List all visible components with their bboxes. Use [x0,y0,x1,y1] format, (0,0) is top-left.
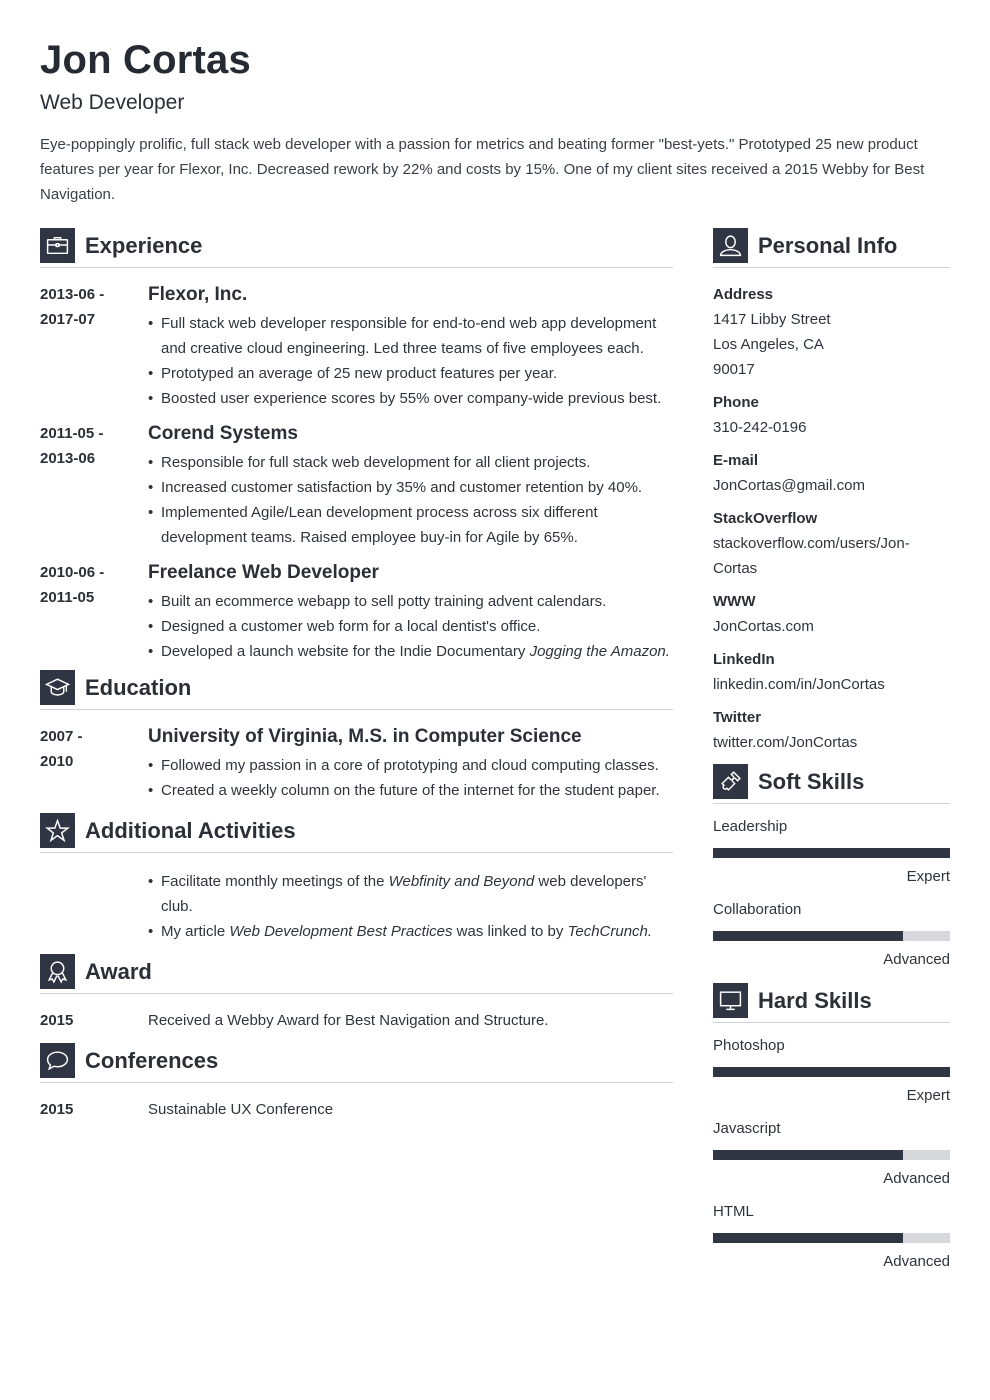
skill-name: Collaboration [713,901,802,918]
www-block [713,589,950,639]
skill-item [713,814,950,889]
award-text: Received a Webby Award for Best Navigation and Structure. [148,1012,549,1029]
candidate-role: Web Developer [40,91,185,114]
conference-entry [40,1097,673,1122]
experience-entry [40,421,673,550]
puzzle-icon [713,764,748,799]
phone-block [713,390,950,440]
candidate-name: Jon Cortas [40,38,251,82]
bullet-list [148,450,673,550]
personal-info-header [713,228,950,268]
skill-name: Javascript [713,1120,781,1137]
bullet-italic-text: Web Development Best Practices [229,923,453,940]
www-value: JonCortas.com [713,618,814,635]
date-end: 2017-07 [40,311,96,328]
entry-body [148,1008,673,1033]
bullet-item: • Boosted user experience scores by 55% over company-wide previous best. [148,386,673,411]
skill-item [713,1033,950,1108]
skill-bar-fill [713,848,950,858]
entry-date [40,869,148,944]
activities-entry [40,869,673,944]
experience-title: Experience [85,233,203,258]
email-block [713,448,950,498]
skill-bar [713,1233,950,1243]
soft-skills-title: Soft Skills [758,769,865,794]
activities-header [40,813,673,853]
skill-level: Advanced [883,1253,950,1270]
bullet-item [148,919,673,944]
skill-level: Expert [906,1087,950,1104]
conferences-header [40,1043,673,1083]
soft-skills-header [713,764,950,804]
bullet-list [148,311,673,411]
entry-date [40,421,148,550]
left-column [40,228,673,1132]
bullet-italic-text: Webfinity and Beyond [388,873,535,890]
bullet-item: • Responsible for full stack web development for all client projects. [148,450,673,475]
www-label: WWW [713,593,756,610]
personal-info-title: Personal Info [758,233,898,258]
skill-bar [713,1067,950,1077]
address-label: Address [713,286,774,303]
bullet-item: • Prototyped an average of 25 new product features per year. [148,361,673,386]
skill-level: Expert [906,868,950,885]
degree-name: University of Virginia, M.S. in Computer Science [148,726,582,747]
bullet-text: web developers' club. [161,873,647,915]
entry-date [40,560,148,664]
skill-name: Leadership [713,818,788,835]
company-name: Freelance Web Developer [148,562,379,583]
date-start: 2010-06 - [40,564,105,581]
right-column [713,228,950,1282]
address-line: Los Angeles, CA [713,336,824,353]
experience-entry [40,282,673,411]
linkedin-value: linkedin.com/in/JonCortas [713,676,885,693]
bullet-item: • Full stack web developer responsible for end-to-end web app development and creative cloud engineering. Led three teams of five employees each. [148,311,673,361]
skill-name: HTML [713,1203,754,1220]
entry-date [40,724,148,803]
speech-bubble-icon [40,1043,75,1078]
monitor-icon [713,983,748,1018]
skill-bar [713,931,950,941]
skill-bar-fill [713,1150,903,1160]
education-entry [40,724,673,803]
bullet-item [148,639,673,664]
briefcase-icon [40,228,75,263]
bullet-item [148,869,673,919]
hard-skills-header [713,983,950,1023]
date-start: 2011-05 - [40,425,104,442]
bullet-list [148,589,673,664]
award-title: Award [85,959,152,984]
skill-name: Photoshop [713,1037,785,1054]
company-name: Flexor, Inc. [148,284,248,305]
bullet-italic-text: TechCrunch. [567,923,653,940]
entry-date [40,282,148,411]
conference-text: Sustainable UX Conference [148,1101,334,1118]
skill-bar-fill [713,1233,903,1243]
skill-bar [713,848,950,858]
stackoverflow-block [713,506,950,581]
entry-date: 2015 [40,1012,74,1029]
experience-entry [40,560,673,664]
skill-item [713,1116,950,1191]
skill-item [713,1199,950,1274]
bullet-item: • Built an ecommerce webapp to sell potty training advent calendars. [148,589,673,614]
entry-body [148,560,673,664]
bullet-item: • Created a weekly column on the future of the internet for the student paper. [148,778,673,803]
linkedin-block [713,647,950,697]
entry-date: 2015 [40,1101,74,1118]
person-icon [713,228,748,263]
skill-level: Advanced [883,951,950,968]
award-entry [40,1008,673,1033]
bullet-item: • Implemented Agile/Lean development process across six different development teams. Raised employee buy-in for Agile by 65%. [148,500,673,550]
experience-header [40,228,673,268]
bullet-item: • Increased customer satisfaction by 35% and customer retention by 40%. [148,475,673,500]
twitter-label: Twitter [713,709,762,726]
date-start: 2013-06 - [40,286,105,303]
company-name: Corend Systems [148,423,298,444]
bullet-list [148,869,673,944]
bullet-text: Facilitate monthly meetings of the [161,873,389,890]
education-title: Education [85,675,192,700]
twitter-value: twitter.com/JonCortas [713,734,858,751]
linkedin-label: LinkedIn [713,651,775,668]
skill-level: Advanced [883,1170,950,1187]
entry-body [148,724,673,803]
bullet-item: • Followed my passion in a core of prototyping and cloud computing classes. [148,753,673,778]
award-header [40,954,673,994]
bullet-italic-text: Jogging the Amazon. [529,643,670,660]
address-line: 1417 Libby Street [713,311,831,328]
stackoverflow-label: StackOverflow [713,510,818,527]
twitter-block [713,705,950,755]
date-end: 2011-05 [40,589,95,606]
education-header [40,670,673,710]
email-value: JonCortas@gmail.com [713,477,865,494]
date-end: 2013-06 [40,450,96,467]
summary-paragraph: Eye-poppingly prolific, full stack web developer with a passion for metrics and beating former "best-yets." Prototyped 25 new product features per year for Flexor, Inc. Decreased rework by 22% and costs by 15%. One of my client sites received a 2015 Webby for Best Navigation. [40,136,925,203]
address-block [713,282,950,382]
skill-bar [713,1150,950,1160]
entry-body [148,1097,673,1122]
entry-body [148,282,673,411]
email-label: E-mail [713,452,759,469]
bullet-item: • Designed a customer web form for a local dentist's office. [148,614,673,639]
stackoverflow-value: stackoverflow.com/users/Jon-Cortas [713,535,910,577]
hard-skills-title: Hard Skills [758,988,872,1013]
bullet-text: Developed a launch website for the Indie Documentary [161,643,530,660]
address-line: 90017 [713,361,755,378]
conferences-title: Conferences [85,1048,219,1073]
bullet-text: My article [161,923,230,940]
star-icon [40,813,75,848]
skill-bar-fill [713,931,903,941]
date-end: 2010 [40,753,74,770]
bullet-text: was linked to by [452,923,568,940]
activities-title: Additional Activities [85,818,296,843]
bullet-list [148,753,673,803]
graduation-cap-icon [40,670,75,705]
date-start: 2007 - [40,728,83,745]
phone-value: 310-242-0196 [713,419,807,436]
award-ribbon-icon [40,954,75,989]
entry-body [148,869,673,944]
phone-label: Phone [713,394,759,411]
entry-body [148,421,673,550]
skill-item [713,897,950,972]
skill-bar-fill [713,1067,950,1077]
